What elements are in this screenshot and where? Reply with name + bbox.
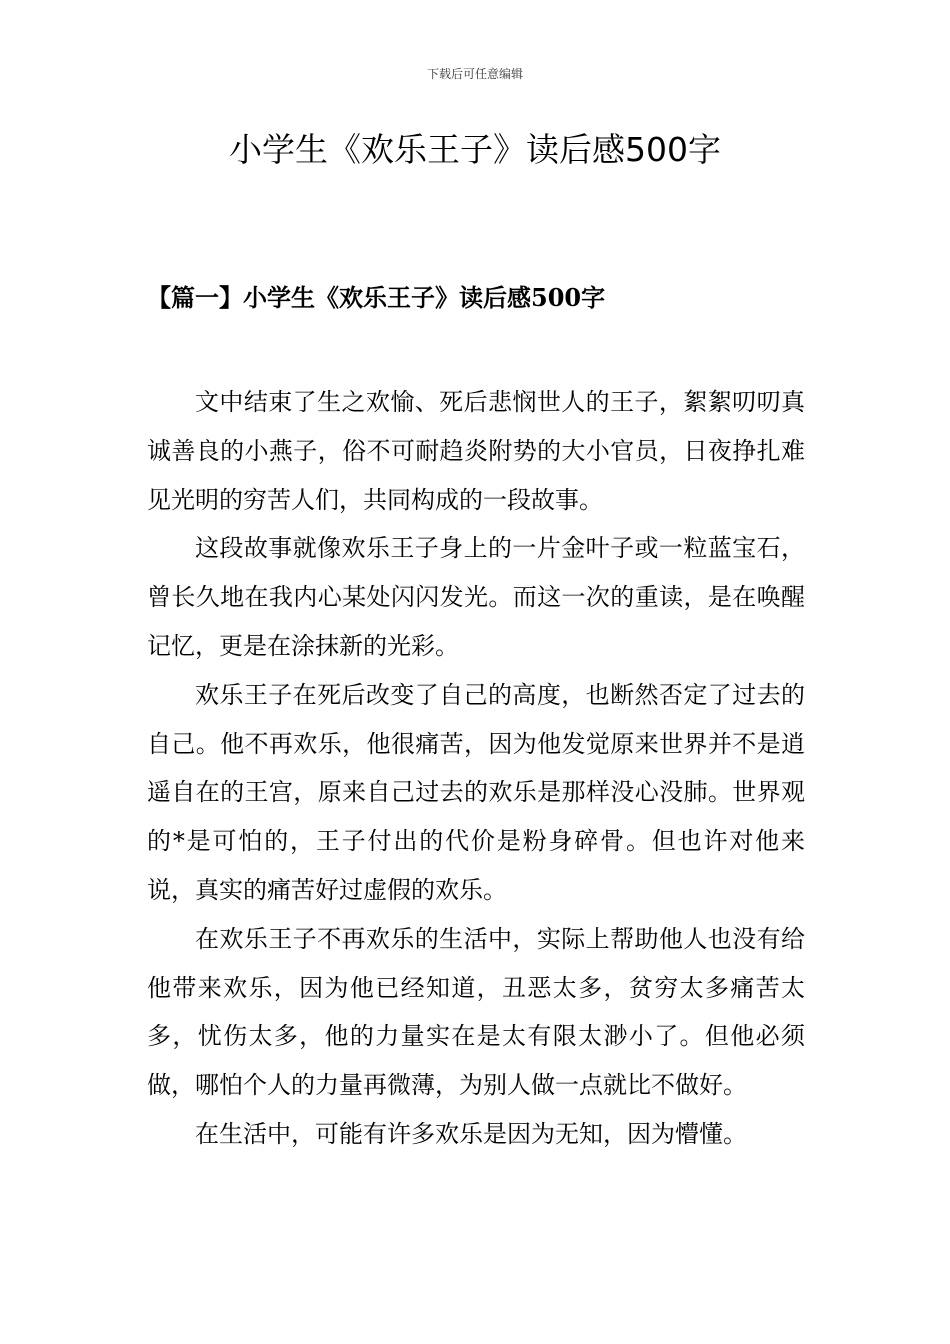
paragraph: 文中结束了生之欢愉、死后悲悯世人的王子，絮絮叨叨真诚善良的小燕子，俗不可耐趋炎附势的大小官员，日夜挣扎难见光明的穷苦人们，共同构成的一段故事。 (147, 388, 805, 514)
paragraph: 欢乐王子在死后改变了自己的高度，也断然否定了过去的自己。他不再欢乐，他很痛苦，因为他发觉原来世界并不是逍遥自在的王宫，原来自己过去的欢乐是那样没心没肺。世界观的*是可怕的，王子付出的代价是粉身碎骨。但也许对他来说，真实的痛苦好过虚假的欢乐。 (147, 680, 805, 904)
header-note: 下载后可任意编辑 (426, 67, 523, 81)
paragraph: 在生活中，可能有许多欢乐是因为无知，因为懵懂。 (195, 1119, 747, 1148)
document-body (147, 378, 805, 1159)
document-title: 小学生《欢乐王子》读后感500字 (229, 130, 721, 169)
paragraph: 在欢乐王子不再欢乐的生活中，实际上帮助他人也没有给他带来欢乐，因为他已经知道，丑恶太多，贫穷太多痛苦太多，忧伤太多，他的力量实在是太有限太渺小了。但他必须做，哪怕个人的力量再微薄，为别人做一点就比不做好。 (147, 924, 805, 1100)
paragraph: 这段故事就像欢乐王子身上的一片金叶子或一粒蓝宝石，曾长久地在我内心某处闪闪发光。而这一次的重读，是在唤醒记忆，更是在涂抹新的光彩。 (147, 534, 805, 660)
section-heading: 【篇一】小学生《欢乐王子》读后感500字 (147, 283, 606, 312)
